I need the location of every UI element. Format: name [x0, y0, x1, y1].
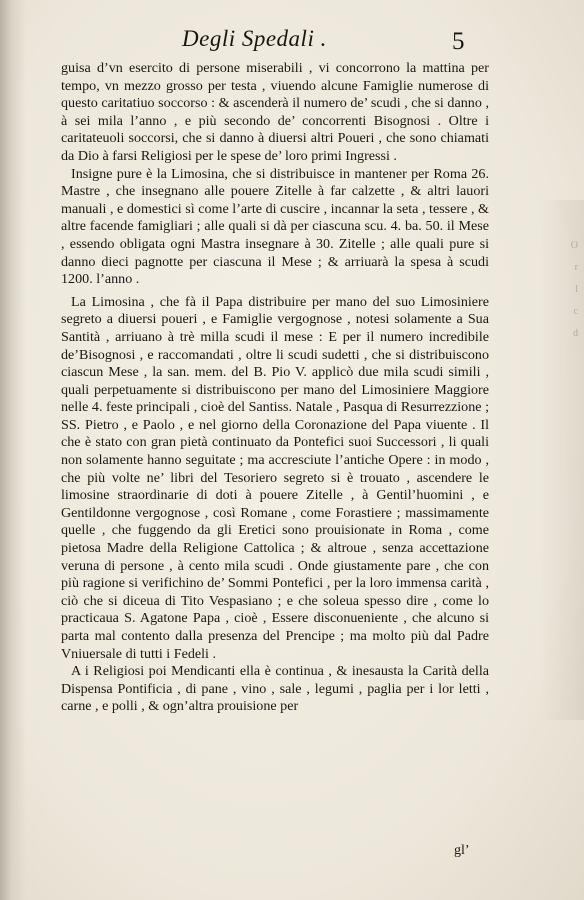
bleed-letter: d — [573, 328, 578, 339]
paragraph: guisa d’vn esercito di persone miserabili , vi concorrono la mattina per tempo, vn mezzo grosso per testa , viuendo alcune Famiglie numerose di questo caritatiuo soccorso : & ascenderà il numero de’ scudi , che si danno , à sei mila l’anno , e più secondo de’ concorrenti Bisognosi . Oltre i caritateuoli soccorsi, che si danno à diuersi altri Poueri , che sono chiamati da Dio à farsi Religiosi per le spese de’ loro primi Ingressi . — [61, 60, 489, 164]
running-title: Degli Spedali . — [182, 26, 327, 51]
bleed-letter: c — [573, 306, 578, 317]
paragraph: La Limosina , che fà il Papa distribuire per mano del suo Limosiniere segreto a diuersi poueri , e Famiglie vergognose , notesi solamente a Sua Santità , arriuano à trè milla scudi il mese : E per il numero incredibile de’Bisognosi , e raccomandati , oltre li scudi sudetti , che si distribuiscono ciascun Mese , la san. mem. del B. Pio V. applicò due mila scudi simili , quali perpetuamente si distribuiscono per mano del Limosiniere Maggiore nelle 4. feste principali , cioè del Santiss. Natale , Pasqua di Resurrezzione ; SS. Pietro , e Paolo , e nel giorno della Coronazione del Papa viuente . Il che è stato con gran pietà continuato da Pontefici suoi Successori , li quali non solamente hanno seguitate ; ma accresciute l’antiche Opere : in modo , che più volte ne’ libri del Tesoriero segreto si è trouato , ascendere le limosine straordinarie di doti à pouere Zitelle , à Gentil’huomini , e Gentildonne vergognose , così Romane , come Forastiere ; massimamente quelle , che fuggendo da gli Eretici sono prouisionate in Roma , come pietosa Madre della Religione Cattolica ; & altroue , senza accettazione veruna di persone , à cento mila scudi . Onde giustamente pare , che con più ragione si verifichino de’ Sommi Pontefici , per la loro immensa carità , ciò che si diceua di Tito Vespasiano ; e che soleua spesso dire , come lo practicaua S. Agatone Papa , cioè , Essere disconueniente , che alcuno si parta mal contento dalla presenza del Prencipe ; ma molto più dal Padre Vniuersale di tutti i Fedeli . — [61, 293, 489, 662]
gutter-shadow — [0, 0, 26, 900]
bleed-letter: r — [574, 262, 578, 273]
bleed-letter: l — [575, 284, 578, 295]
page-number: 5 — [452, 28, 465, 55]
bleed-letter: O — [570, 240, 578, 251]
paragraph: Insigne pure è la Limosina, che si distribuisce in mantener per Roma 26. Mastre , che insegnano alle pouere Zitelle à far calzette , & altri lauori manuali , e domestici sì come l’arte di cuscire , incannar la seta , tessere , & altre facende famigliari ; alle quali si dà per ciascuna scu. 4. ba. 50. il Mese , essendo obligata ogni Mastra insegnare à 30. Zitelle ; alle quali pure si danno dieci pagnotte per ciascuna il Mese ; & arriuarà la spesa à scudi 1200. l’anno . — [61, 165, 489, 288]
paragraph: A i Religiosi poi Mendicanti ella è continua , & inesausta la Carità della Dispensa Pontificia , di pane , vino , sale , legumi , paglia per i lor letti , carne , e polli , & ogn’altra prouisione per — [61, 663, 489, 715]
body-text — [61, 60, 489, 716]
show-through-bleed — [540, 200, 584, 720]
catchword: gl’ — [454, 843, 470, 858]
